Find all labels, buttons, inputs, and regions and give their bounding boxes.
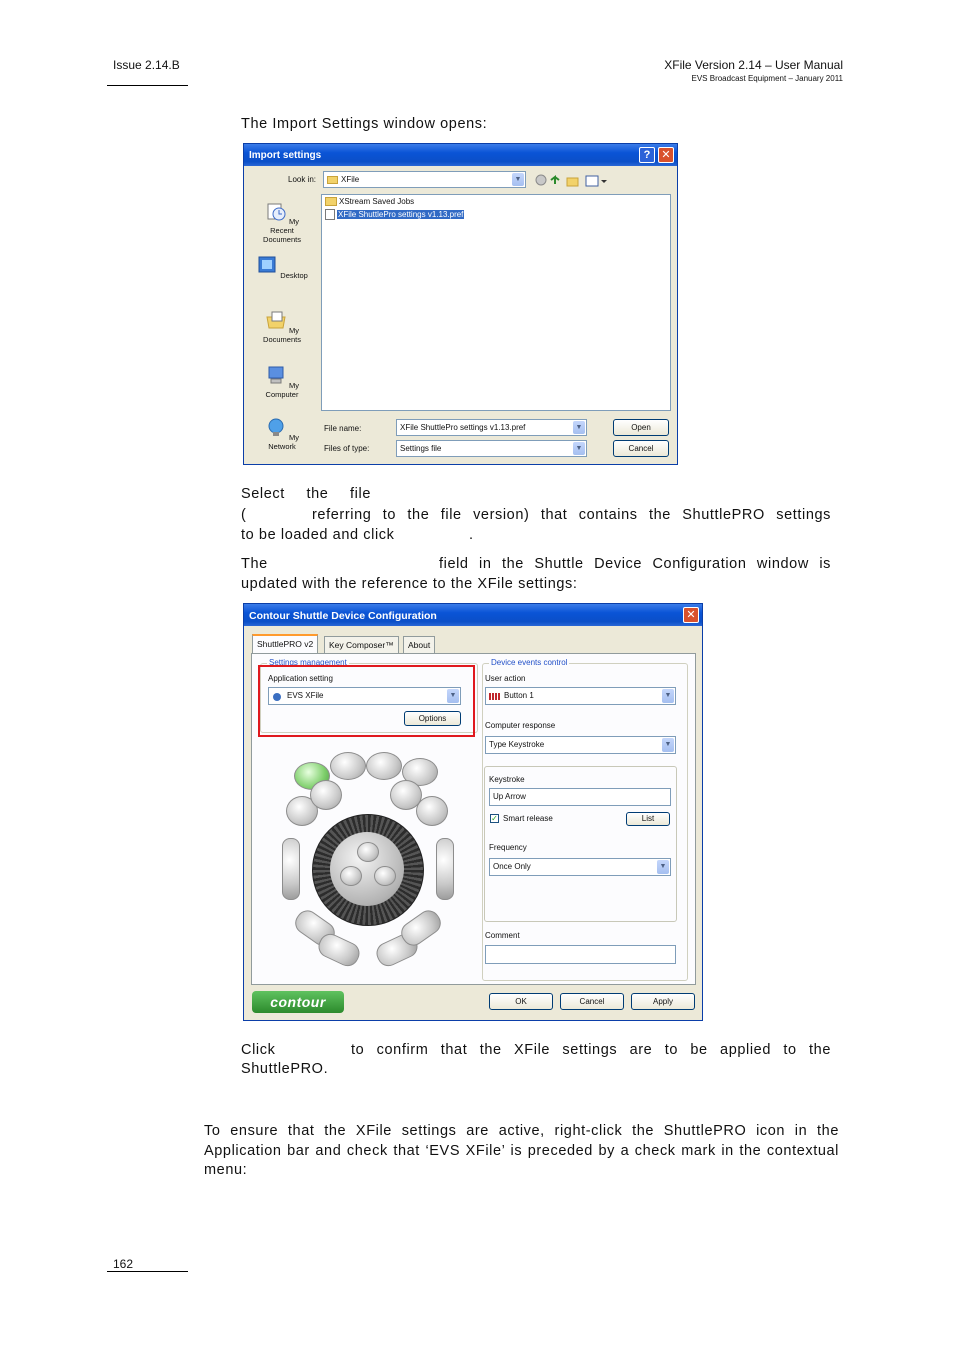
chevron-down-icon[interactable]: ▼	[657, 860, 669, 874]
back-icon	[536, 175, 546, 185]
import-title-bar	[244, 144, 677, 166]
close-icon[interactable]: ✕	[658, 147, 674, 163]
computer-response-label: Computer response	[485, 721, 556, 730]
jog-dimple	[374, 866, 396, 886]
comment-input[interactable]	[485, 945, 676, 964]
folder-icon	[327, 176, 338, 184]
tab-panel	[251, 653, 696, 985]
toolbar-icons	[534, 172, 614, 188]
select-file-open-paren: (	[241, 507, 247, 523]
tab-key-composer[interactable]: Key Composer™	[324, 636, 399, 653]
keystroke-input[interactable]: Up Arrow	[489, 788, 671, 806]
computer-response-select[interactable]: Type Keystroke ▼	[485, 736, 676, 754]
smart-release-label: Smart release	[503, 814, 553, 823]
manual-header	[664, 58, 843, 83]
look-in-select[interactable]	[323, 171, 526, 188]
keystroke-label: Keystroke	[489, 775, 525, 784]
frequency-label: Frequency	[489, 843, 527, 852]
views-icon	[586, 176, 598, 186]
shuttle-title-bar	[244, 604, 702, 626]
import-settings-window	[243, 143, 678, 465]
place-my-computer[interactable]: My Computer	[253, 364, 311, 399]
shuttle-config-window	[243, 603, 703, 1021]
folder-icon	[325, 197, 337, 206]
file-name-input[interactable]: XFile ShuttlePro settings v1.13.pref ▼	[396, 419, 587, 436]
application-setting-select[interactable]: EVS XFile ▼	[268, 687, 461, 705]
frequency-select[interactable]: Once Only ▼	[489, 858, 671, 876]
place-my-documents[interactable]: My Documents	[253, 309, 311, 344]
field-updated-line-1: field in the Shuttle Device Configuration window is	[439, 556, 831, 572]
place-my-network[interactable]: My Network	[253, 416, 311, 451]
settings-management-title: Settings management	[269, 658, 347, 667]
device-button[interactable]	[416, 796, 448, 826]
device-button[interactable]	[310, 780, 342, 810]
jog-dimple	[340, 866, 362, 886]
ok-button[interactable]: OK	[489, 993, 553, 1010]
place-desktop[interactable]: Desktop	[253, 254, 311, 280]
select-file-line-1: Select the file	[241, 486, 371, 502]
device-side-button[interactable]	[436, 838, 454, 900]
field-updated-line-2: updated with the reference to the XFile settings:	[241, 576, 578, 592]
chevron-down-icon[interactable]: ▼	[662, 689, 674, 703]
tab-about[interactable]: About	[403, 636, 435, 653]
click-ok-line-2: ShuttlePRO.	[241, 1061, 329, 1077]
user-action-label: User action	[485, 674, 526, 683]
issue-label: Issue 2.14.B	[113, 58, 180, 72]
places-bar	[251, 194, 313, 456]
application-setting-label: Application setting	[268, 674, 333, 683]
import-title: Import settings	[249, 150, 322, 161]
file-list[interactable]	[321, 194, 671, 411]
new-folder-icon	[567, 178, 578, 186]
intro-text: The Import Settings window opens:	[241, 116, 488, 132]
open-button[interactable]: Open	[613, 419, 669, 436]
ensure-settings-text: To ensure that the XFile settings are active, right-click the ShuttlePRO icon in the Application bar and check that ‘EVS XFile’ is preceded by a check mark in the contextual menu:	[204, 1123, 839, 1178]
desktop-icon	[256, 254, 278, 276]
my-computer-icon	[265, 364, 287, 386]
select-file-line-2: referring to the file version) that contains the ShuttlePRO settings	[312, 507, 831, 523]
look-in-label: Look in:	[288, 175, 317, 184]
device-button[interactable]	[366, 752, 402, 780]
chevron-down-icon[interactable]: ▼	[573, 442, 585, 455]
cancel-button[interactable]: Cancel	[613, 440, 669, 457]
list-button[interactable]: List	[626, 812, 670, 826]
chevron-down-icon[interactable]: ▼	[573, 421, 585, 434]
chevron-down-icon[interactable]: ▼	[512, 173, 524, 186]
field-updated-the: The	[241, 556, 268, 572]
file-type-label: Files of type:	[324, 444, 370, 453]
select-file-line-3: to be loaded and click	[241, 527, 395, 543]
close-icon[interactable]: ✕	[683, 607, 699, 623]
device-button[interactable]	[330, 752, 366, 780]
recent-documents-icon	[265, 200, 287, 222]
file-icon	[325, 209, 335, 220]
comment-label: Comment	[485, 931, 520, 940]
user-action-select[interactable]: Button 1 ▼	[485, 687, 676, 705]
file-name-label: File name:	[324, 424, 362, 433]
device-side-button[interactable]	[282, 838, 300, 900]
help-icon[interactable]: ?	[639, 147, 655, 163]
device-bottom-button[interactable]	[315, 930, 363, 970]
device-events-title: Device events control	[491, 658, 568, 667]
look-in-value: XFile	[341, 175, 360, 184]
tab-shuttlepro-v2[interactable]: ShuttlePRO v2	[252, 634, 318, 654]
list-item-selected[interactable]: XFile ShuttlePro settings v1.13.pref	[325, 209, 464, 220]
place-my-recent-documents[interactable]: My Recent Documents	[253, 200, 311, 244]
highlight-box	[258, 665, 475, 737]
apply-button[interactable]: Apply	[631, 993, 695, 1010]
cancel-button[interactable]: Cancel	[560, 993, 624, 1010]
chevron-down-icon[interactable]: ▼	[662, 738, 674, 752]
jog-dimple	[357, 842, 379, 862]
button-icon	[489, 693, 500, 700]
manual-title: XFile Version 2.14 – User Manual	[664, 58, 843, 72]
smart-release-checkbox[interactable]: ✓	[491, 814, 498, 823]
contour-logo: contour	[252, 991, 344, 1013]
select-file-period: .	[469, 527, 474, 543]
shuttle-title: Contour Shuttle Device Configuration	[249, 610, 437, 622]
up-folder-icon	[551, 177, 559, 184]
options-button[interactable]: Options	[404, 711, 461, 726]
manual-subtitle: EVS Broadcast Equipment – January 2011	[691, 74, 843, 83]
shuttlepro-device-illustration	[282, 746, 462, 976]
page-number: 162	[113, 1257, 134, 1271]
header-rule	[107, 85, 188, 86]
click-ok-line-1: to confirm that the XFile settings are to be applied to the	[351, 1042, 831, 1058]
chevron-down-icon[interactable]: ▼	[447, 689, 459, 703]
footer-rule	[107, 1271, 188, 1272]
list-item[interactable]: XStream Saved Jobs	[325, 197, 414, 206]
views-chevron-icon	[601, 180, 607, 183]
my-documents-icon	[265, 309, 287, 331]
my-network-icon	[265, 416, 287, 438]
file-type-select[interactable]: Settings file ▼	[396, 440, 587, 457]
click-ok-click: Click	[241, 1042, 276, 1058]
